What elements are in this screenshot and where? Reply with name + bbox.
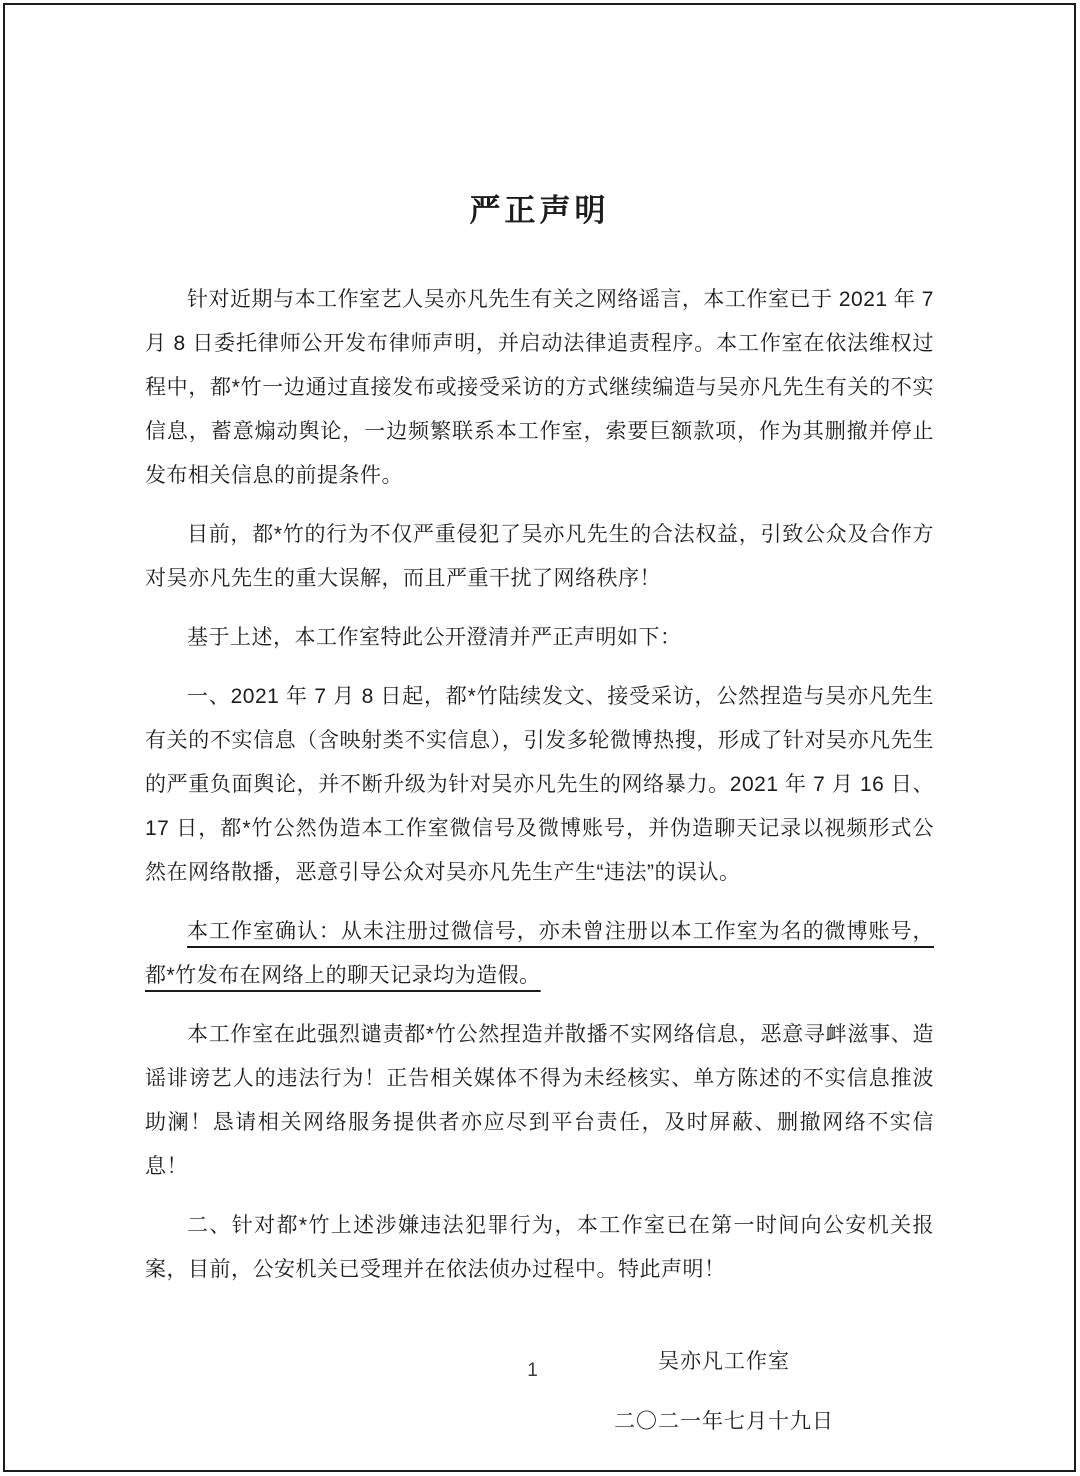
statement-paragraph-lead-in: 基于上述，本工作室特此公开澄清并严正声明如下： bbox=[187, 626, 682, 649]
statement-paragraph-confirmation-underlined: 本工作室确认：从未注册过微信号，亦未曾注册以本工作室为名的微博账号，都*竹发布在网络上的聊天记录均为造假。 bbox=[145, 920, 934, 987]
statement-item-2: 二、针对都*竹上述涉嫌违法犯罪行为，本工作室已在第一时间向公安机关报案，目前，公安机关已受理并在依法侦办过程中。特此声明！ bbox=[145, 1214, 934, 1281]
signature-name: 吴亦凡工作室 bbox=[658, 1350, 790, 1373]
signature-block bbox=[574, 1340, 874, 1444]
statement-paragraph-intro: 针对近期与本工作室艺人吴亦凡先生有关之网络谣言，本工作室已于 2021 年 7 月 8 日委托律师公开发布律师声明，并启动法律追责程序。本工作室在依法维权过程中，都*竹一边通过直接发布或接受采访的方式继续编造与吴亦凡先生有关的不实信息，蓄意煽动舆论，一边频繁联系本工作室，索要巨额款项，作为其删撤并停止发布相关信息的前提条件。 bbox=[145, 288, 934, 487]
page-title: 严正声明 bbox=[469, 193, 610, 228]
document-body bbox=[145, 278, 934, 1292]
page-number: 1 bbox=[527, 1360, 538, 1381]
statement-paragraph-harm: 目前，都*竹的行为不仅严重侵犯了吴亦凡先生的合法权益，引致公众及合作方对吴亦凡先生的重大误解，而且严重干扰了网络秩序！ bbox=[145, 523, 934, 590]
signature-date: 二〇二一年七月十九日 bbox=[614, 1410, 834, 1433]
document-content bbox=[5, 188, 1074, 1444]
statement-item-1: 一、2021 年 7 月 8 日起，都*竹陆续发文、接受采访，公然捏造与吴亦凡先生有关的不实信息（含映射类不实信息），引发多轮微博热搜，形成了针对吴亦凡先生的严重负面舆论，并不断升级为针对吴亦凡先生的网络暴力。2021 年 7 月 16 日、17 日，都*竹公然伪造本工作室微信号及微博账号，并伪造聊天记录以视频形式公然在网络散播，恶意引导公众对吴亦凡先生产生“违法”的误认。 bbox=[145, 685, 934, 884]
document-page bbox=[3, 3, 1076, 1472]
statement-paragraph-condemnation: 本工作室在此强烈谴责都*竹公然捏造并散播不实网络信息，恶意寻衅滋事、造谣诽谤艺人的违法行为！正告相关媒体不得为未经核实、单方陈述的不实信息推波助澜！恳请相关网络服务提供者亦应尽到平台责任，及时屏蔽、删撤网络不实信息！ bbox=[145, 1023, 934, 1178]
